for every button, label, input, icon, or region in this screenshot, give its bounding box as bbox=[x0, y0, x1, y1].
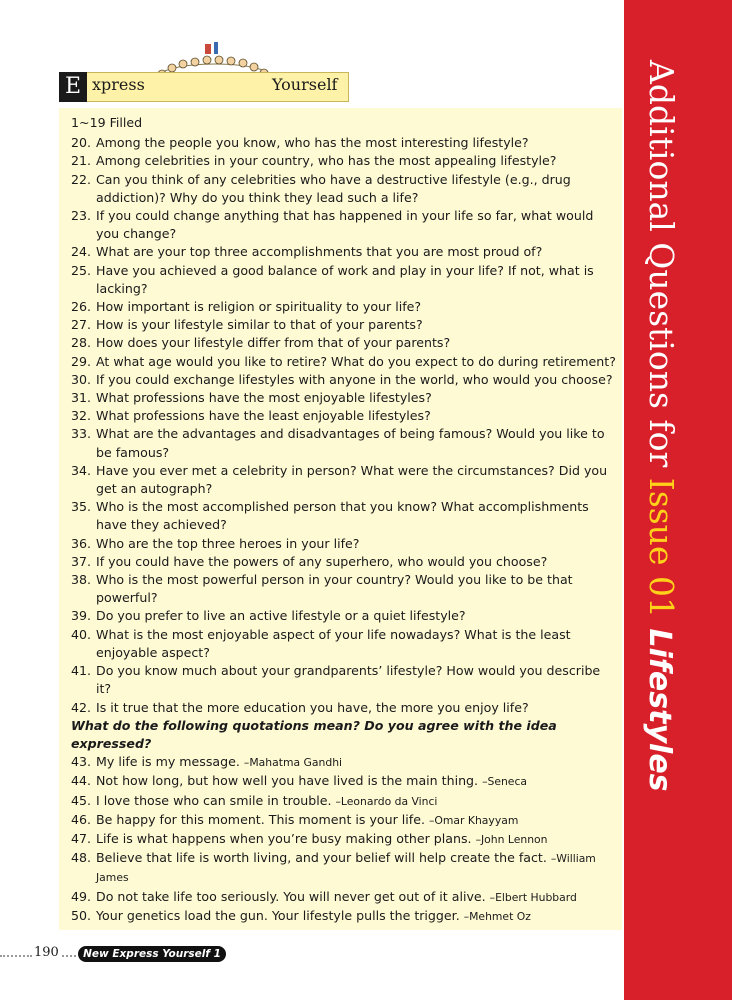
item-question: Not how long, but how well you have lived is the main thing. bbox=[96, 773, 479, 789]
list-item bbox=[71, 498, 619, 534]
list-item bbox=[71, 830, 619, 849]
list-item bbox=[71, 171, 619, 207]
item-question: Is it true that the more education you have, the more you enjoy life? bbox=[96, 699, 529, 715]
item-text bbox=[96, 662, 619, 698]
item-question: Who is the most accomplished person that you know? What accomplishments have they achieved? bbox=[96, 499, 589, 533]
item-text bbox=[96, 371, 619, 389]
item-text bbox=[96, 207, 619, 243]
list-item bbox=[71, 907, 619, 926]
item-question: Do you know much about your grandparents’ lifestyle? How would you describe it? bbox=[96, 663, 601, 697]
list-item bbox=[71, 243, 619, 261]
item-text bbox=[96, 152, 619, 170]
item-question: How is your lifestyle similar to that of your parents? bbox=[96, 317, 423, 333]
list-item bbox=[71, 888, 619, 907]
list-item bbox=[71, 134, 619, 152]
item-text bbox=[96, 553, 619, 571]
list-item bbox=[71, 152, 619, 170]
item-number: 37. bbox=[71, 553, 92, 569]
item-question: Among celebrities in your country, who has the most appealing lifestyle? bbox=[96, 153, 557, 169]
item-text bbox=[96, 171, 619, 207]
item-number: 43. bbox=[71, 754, 92, 770]
footer-dots-mid bbox=[62, 955, 76, 957]
item-question: Have you achieved a good balance of work and play in your life? If not, what is lacking? bbox=[96, 262, 594, 296]
item-text bbox=[96, 389, 619, 407]
item-question: Be happy for this moment. This moment is your life. bbox=[96, 811, 425, 827]
item-number: 36. bbox=[71, 535, 92, 551]
item-text bbox=[96, 811, 619, 830]
header-right-word: Yourself bbox=[272, 75, 338, 94]
item-number: 23. bbox=[71, 208, 92, 224]
item-number: 21. bbox=[71, 153, 92, 169]
item-number: 32. bbox=[71, 408, 92, 424]
item-number: 26. bbox=[71, 299, 92, 315]
item-question: At what age would you like to retire? What do you expect to do during retirement? bbox=[96, 353, 616, 369]
item-text bbox=[96, 888, 619, 907]
side-title bbox=[642, 60, 681, 792]
item-question: Have you ever met a celebrity in person? What were the circumstances? Did you get an autograph? bbox=[96, 462, 608, 497]
item-text bbox=[96, 243, 619, 261]
item-question: Among the people you know, who has the most interesting lifestyle? bbox=[96, 135, 529, 151]
item-question: What professions have the least enjoyable lifestyles? bbox=[96, 408, 431, 424]
book-title-badge: New Express Yourself 1 bbox=[78, 946, 226, 962]
item-number: 29. bbox=[71, 353, 92, 369]
item-number: 42. bbox=[71, 699, 92, 715]
questions-list bbox=[71, 134, 619, 717]
item-text bbox=[96, 334, 619, 352]
item-text bbox=[96, 699, 619, 717]
item-number: 48. bbox=[71, 850, 92, 866]
quotes-list bbox=[71, 753, 619, 926]
questions-content bbox=[71, 114, 619, 926]
list-item bbox=[71, 298, 619, 316]
item-question: How does your lifestyle differ from that of your parents? bbox=[96, 335, 451, 351]
item-text bbox=[96, 830, 619, 849]
item-text bbox=[96, 498, 619, 534]
item-text bbox=[96, 753, 619, 772]
item-text bbox=[96, 462, 619, 498]
item-number: 50. bbox=[71, 907, 92, 923]
item-text bbox=[96, 535, 619, 553]
item-number: 44. bbox=[71, 773, 92, 789]
list-item bbox=[71, 699, 619, 717]
list-item bbox=[71, 316, 619, 334]
item-question: What are your top three accomplishments that you are most proud of? bbox=[96, 244, 543, 260]
quote-source: –Leonardo da Vinci bbox=[335, 794, 438, 808]
list-item bbox=[71, 207, 619, 243]
quote-source: –Elbert Hubbard bbox=[489, 890, 577, 904]
item-question: Who is the most powerful person in your country? Would you like to be that powerful? bbox=[96, 572, 573, 606]
item-text bbox=[96, 849, 619, 887]
item-number: 24. bbox=[71, 244, 92, 260]
item-number: 38. bbox=[71, 572, 92, 588]
item-question: Believe that life is worth living, and your belief will help create the fact. bbox=[96, 850, 547, 866]
intro-note: 1~19 Filled bbox=[71, 115, 143, 130]
item-number: 39. bbox=[71, 608, 92, 624]
side-title-topic: Lifestyles bbox=[642, 628, 677, 792]
list-item bbox=[71, 334, 619, 352]
item-question: Who are the top three heroes in your life? bbox=[96, 535, 360, 551]
item-number: 49. bbox=[71, 888, 92, 904]
header-left-word: xpress bbox=[92, 75, 145, 94]
list-item bbox=[71, 792, 619, 811]
item-text bbox=[96, 316, 619, 334]
item-text bbox=[96, 571, 619, 607]
item-number: 34. bbox=[71, 462, 92, 478]
quote-source: –John Lennon bbox=[475, 832, 548, 846]
list-item bbox=[71, 849, 619, 887]
quote-source: –Mahatma Gandhi bbox=[243, 756, 343, 770]
quote-source: –Seneca bbox=[482, 775, 527, 789]
side-title-main: Additional Questions for bbox=[642, 60, 681, 468]
footer-dots-left bbox=[0, 955, 32, 957]
item-number: 33. bbox=[71, 426, 92, 442]
item-text bbox=[96, 792, 619, 811]
list-item bbox=[71, 662, 619, 698]
item-number: 47. bbox=[71, 830, 92, 846]
list-item bbox=[71, 772, 619, 791]
item-question: My life is my message. bbox=[96, 754, 240, 770]
item-text bbox=[96, 607, 619, 625]
item-text bbox=[96, 134, 619, 152]
item-question: What is the most enjoyable aspect of your life nowadays? What is the least enjoyable aspect? bbox=[96, 626, 571, 660]
list-item bbox=[71, 553, 619, 571]
quotes-heading: What do the following quotations mean? Do you agree with the idea expressed? bbox=[71, 717, 557, 751]
item-text bbox=[96, 262, 619, 298]
item-question: If you could change anything that has happened in your life so far, what would you change? bbox=[96, 208, 594, 242]
quote-source: –William James bbox=[96, 852, 596, 885]
header-letter-e: E bbox=[59, 72, 87, 102]
item-number: 30. bbox=[71, 371, 92, 387]
list-item bbox=[71, 607, 619, 625]
list-item bbox=[71, 262, 619, 298]
item-number: 22. bbox=[71, 171, 92, 187]
item-text bbox=[96, 626, 619, 662]
item-text bbox=[96, 407, 619, 425]
item-text bbox=[96, 353, 619, 371]
item-question: If you could exchange lifestyles with anyone in the world, who would you choose? bbox=[96, 371, 613, 387]
item-question: Your genetics load the gun. Your lifestyle pulls the trigger. bbox=[96, 907, 460, 923]
item-number: 20. bbox=[71, 135, 92, 151]
item-number: 31. bbox=[71, 390, 92, 406]
item-number: 28. bbox=[71, 335, 92, 351]
item-number: 46. bbox=[71, 811, 92, 827]
item-number: 27. bbox=[71, 317, 92, 333]
list-item bbox=[71, 571, 619, 607]
item-text bbox=[96, 425, 619, 461]
quote-source: –Mehmet Oz bbox=[463, 909, 531, 923]
list-item bbox=[71, 753, 619, 772]
item-text bbox=[96, 772, 619, 791]
side-title-issue-word: Issue bbox=[642, 477, 681, 566]
item-question: If you could have the powers of any superhero, who would you choose? bbox=[96, 553, 548, 569]
item-number: 25. bbox=[71, 262, 92, 278]
list-item bbox=[71, 462, 619, 498]
quote-source: –Omar Khayyam bbox=[428, 813, 519, 827]
list-item bbox=[71, 389, 619, 407]
side-title-issue-number: 01 bbox=[642, 575, 681, 618]
list-item bbox=[71, 353, 619, 371]
item-question: Do not take life too seriously. You will never get out of it alive. bbox=[96, 888, 486, 904]
page-number: 190 bbox=[34, 945, 59, 960]
item-number: 41. bbox=[71, 663, 92, 679]
item-number: 40. bbox=[71, 626, 92, 642]
item-text bbox=[96, 298, 619, 316]
list-item bbox=[71, 811, 619, 830]
list-item bbox=[71, 626, 619, 662]
item-question: Do you prefer to live an active lifestyle or a quiet lifestyle? bbox=[96, 608, 466, 624]
list-item bbox=[71, 535, 619, 553]
item-question: What professions have the most enjoyable lifestyles? bbox=[96, 390, 432, 406]
list-item bbox=[71, 425, 619, 461]
item-question: I love those who can smile in trouble. bbox=[96, 792, 332, 808]
item-number: 45. bbox=[71, 792, 92, 808]
list-item bbox=[71, 407, 619, 425]
item-number: 35. bbox=[71, 499, 92, 515]
item-question: What are the advantages and disadvantages of being famous? Would you like to be famous? bbox=[96, 426, 605, 460]
item-text bbox=[96, 907, 619, 926]
list-item bbox=[71, 371, 619, 389]
item-question: Can you think of any celebrities who have a destructive lifestyle (e.g., drug addiction)? Why do you think they lead such a life? bbox=[96, 171, 571, 205]
item-question: How important is religion or spirituality to your life? bbox=[96, 299, 422, 315]
item-question: Life is what happens when you’re busy making other plans. bbox=[96, 830, 472, 846]
